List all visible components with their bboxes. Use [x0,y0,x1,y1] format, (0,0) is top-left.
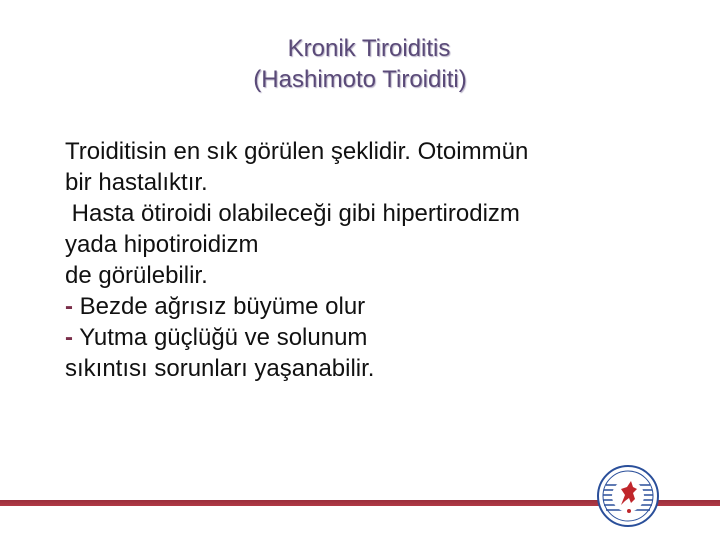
title-line-1: Kronik Tiroiditis [287,35,451,62]
title-line-2: (Hashimoto Tiroiditi) [253,66,467,93]
slide-body [65,136,685,384]
bullet-text: Bezde ağrısız büyüme olur [79,293,366,320]
body-line-3: Hasta ötiroidi olabileceği gibi hipertirodizm [65,200,520,227]
university-seal-icon [597,465,659,527]
body-line-5: de görülebilir. [65,262,208,289]
body-line-4: yada hipotiroidizm [65,231,259,258]
slide-title [0,33,720,95]
bullet-item [65,291,685,322]
bullet-item [65,322,685,353]
dash-bullet: - [65,324,73,351]
body-line-2: bir hastalıktır. [65,169,208,196]
body-line-1: Troiditisin en sık görülen şeklidir. Otoimmün [65,138,529,165]
bullet-text: Yutma güçlüğü ve solunum [79,324,368,351]
dash-bullet: - [65,293,73,320]
body-line-8: sıkıntısı sorunları yaşanabilir. [65,355,375,382]
